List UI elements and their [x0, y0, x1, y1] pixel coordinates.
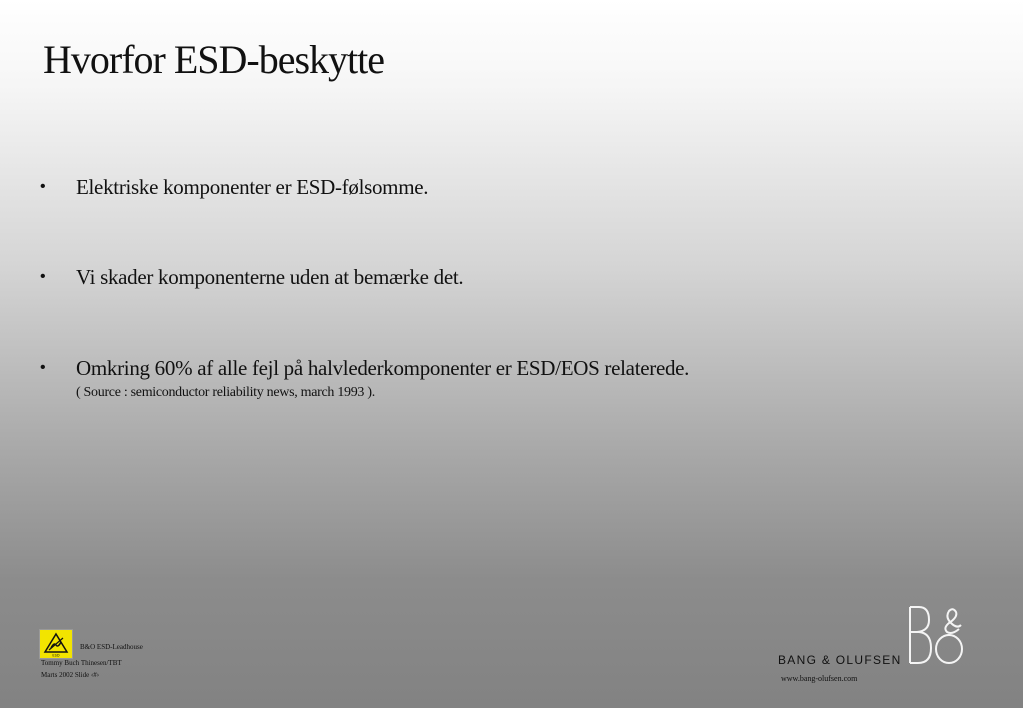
- bullet-marker: •: [40, 268, 46, 285]
- bullet-marker: •: [40, 359, 46, 376]
- esd-logo-label: ESD: [52, 653, 60, 658]
- footer-company-label: B&O ESD-Leadhouse: [80, 643, 143, 651]
- esd-symbol-icon: [40, 630, 72, 658]
- footer-author: Tommy Buch Thinesen/TBT: [41, 659, 122, 667]
- bo-monogram-icon: [905, 603, 967, 667]
- brand-url: www.bang-olufsen.com: [781, 674, 858, 683]
- footer-date-slide: Marts 2002 Slide ‹#›: [41, 671, 100, 679]
- bo-monogram-label: B&O: [905, 603, 908, 604]
- bullet-text: Elektriske komponenter er ESD-følsomme.: [76, 175, 429, 199]
- bullet-text: Vi skader komponenterne uden at bemærke det.: [76, 265, 464, 289]
- slide-title: Hvorfor ESD-beskytte: [43, 37, 385, 82]
- esd-warning-icon: [39, 629, 73, 659]
- bullet-marker: •: [40, 178, 46, 195]
- bullet-text: Omkring 60% af alle fejl på halvlederkomponenter er ESD/EOS relaterede.: [76, 356, 690, 380]
- bullet-source-note: ( Source : semiconductor reliability news, march 1993 ).: [76, 385, 375, 400]
- brand-wordmark: BANG & OLUFSEN: [778, 653, 902, 667]
